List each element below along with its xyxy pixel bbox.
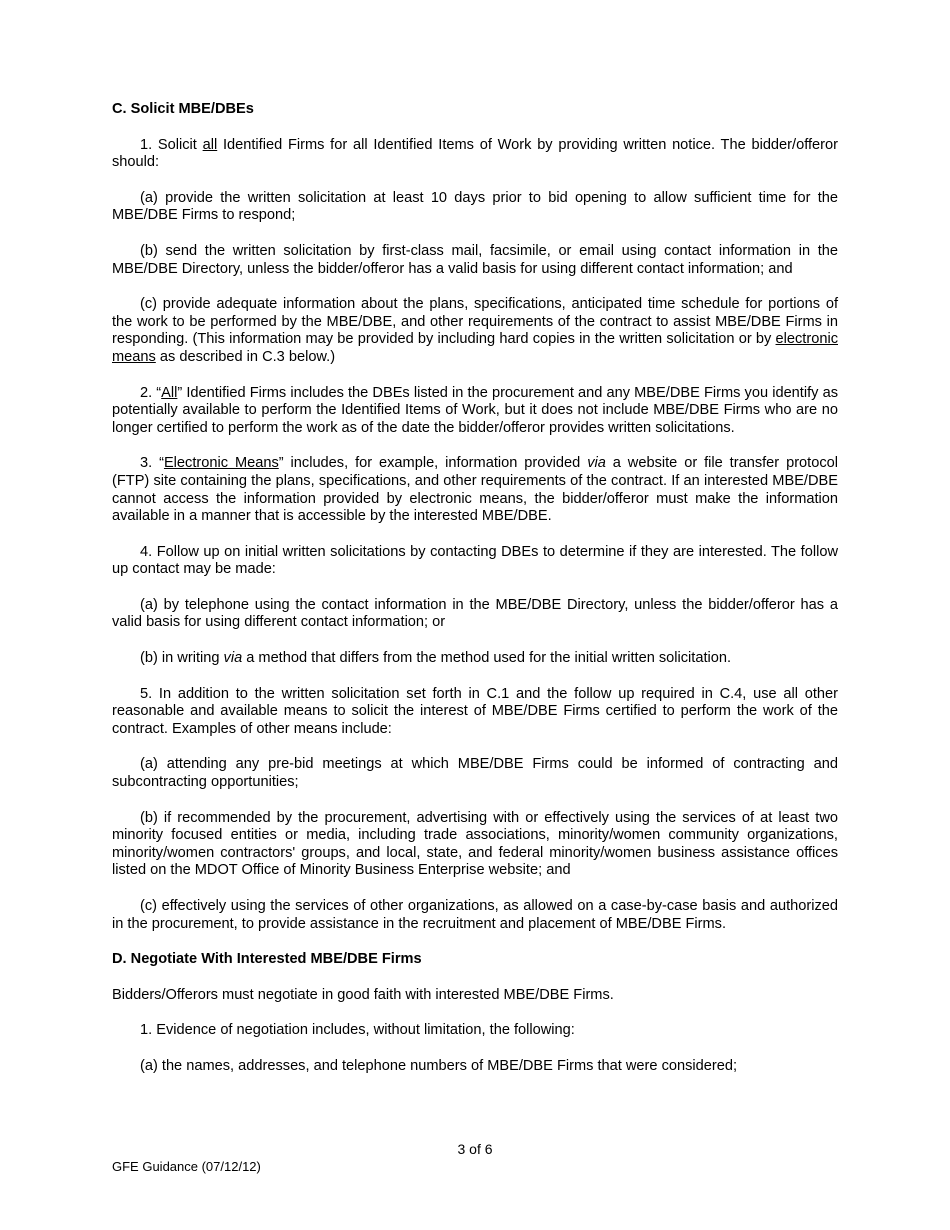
section-d-item-1a: (a) the names, addresses, and telephone numbers of MBE/DBE Firms that were considered; [140,1057,738,1074]
section-c-item-1a: (a) provide the written solicitation at least 10 days prior to bid opening to allow sufficient time for the MBE/DBE Firms to respond; [112,189,838,224]
section-d-item-1: 1. Evidence of negotiation includes, without limitation, the following: [140,1022,575,1039]
item-3-underlined: Electronic Means [163,455,279,472]
item-1-number: 1. Solicit [140,136,203,153]
item-1c-underlined: electronic means [112,331,838,365]
item-3-text: ” includes, for example, information provided [278,455,588,472]
item-1c-tail: as described in C.3 below.) [155,348,336,365]
item-3-tail: a website or file transfer protocol (FTP) site containing the plans, specifications, and other requirements of the contract. If an interested MBE/DBE cannot access the information provided by electronic means, the bidder/offeror must make the information available in a manner that is accessible by the interested MBE/DBE. [112,455,838,525]
item-2-underlined: All [161,384,178,401]
section-c-item-1b: (b) send the written solicitation by first-class mail, facsimile, or email using contact information in the MBE/DBE Directory, unless the bidder/offeror has a valid basis for using different contact information; and [112,242,838,277]
section-c-item-4: 4. Follow up on initial written solicitations by contacting DBEs to determine if they are interested. The follow up contact may be made: [112,543,838,578]
section-c-item-1c [112,296,838,366]
item-2-number: 2. “ [140,384,162,401]
item-4b-italic: via [223,650,243,667]
item-1c-text: (c) provide adequate information about the plans, specifications, anticipated time schedule for portions of the work to be performed by the MBE/DBE, and other requirements of the contract to assist MBE/DBE Firms in responding. (This information may be provided by including hard copies in the written solicitation or by [112,296,838,348]
section-c-item-2 [112,385,838,438]
item-4b-tail: a method that differs from the method used for the initial written solicitation. [242,650,732,667]
section-d-heading: D. Negotiate With Interested MBE/DBE Firms [112,951,422,968]
section-c-item-5b: (b) if recommended by the procurement, advertising with or effectively using the services of at least two minority focused entities or media, including trade associations, minority/women community organizations, minority/women contractors' groups, and local, state, and federal minority/women business assistance offices listed on the MDOT Office of Minority Business Enterprise website; and [112,809,838,879]
item-4b-text: (b) in writing [140,650,224,667]
section-d-intro: Bidders/Offerors must negotiate in good faith with interested MBE/DBE Firms. [112,986,614,1003]
document-footer: GFE Guidance (07/12/12) [112,1159,261,1174]
item-3-number: 3. “ [140,455,164,472]
document-page [112,101,838,1094]
item-2-text: ” Identified Firms includes the DBEs listed in the procurement and any MBE/DBE Firms you identify as potentially available to perform the Identified Items of Work, but it does not include MBE/DBE Firms who are no longer certified to perform the work as of the date the bidder/offeror provides written solicitations. [112,384,838,436]
item-3-italic: via [587,455,606,472]
section-c-item-4b [112,650,838,668]
section-c-item-5: 5. In addition to the written solicitation set forth in C.1 and the follow up required in C.4, use all other reasonable and available means to solicit the interest of MBE/DBE Firms certified to perform the work of the contract. Examples of other means include: [112,685,838,737]
section-c-heading: C. Solicit MBE/DBEs [112,101,254,117]
section-c-item-1 [112,137,838,172]
section-c-item-4a: (a) by telephone using the contact information in the MBE/DBE Directory, unless the bidder/offeror has a valid basis for using different contact information; or [112,596,838,631]
page-number: 3 of 6 [457,1141,493,1157]
item-1-underlined: all [202,136,218,153]
item-1-text: Identified Firms for all Identified Items of Work by providing written notice. The bidder/offeror should: [112,136,838,171]
section-c-item-5c: (c) effectively using the services of other organizations, as allowed on a case-by-case basis and authorized in the procurement, to provide assistance in the recruitment and placement of MBE/DBE Firms. [112,898,838,932]
section-c-item-3 [112,455,838,525]
section-c-item-5a: (a) attending any pre-bid meetings at which MBE/DBE Firms could be informed of contracting and subcontracting opportunities; [112,756,838,791]
